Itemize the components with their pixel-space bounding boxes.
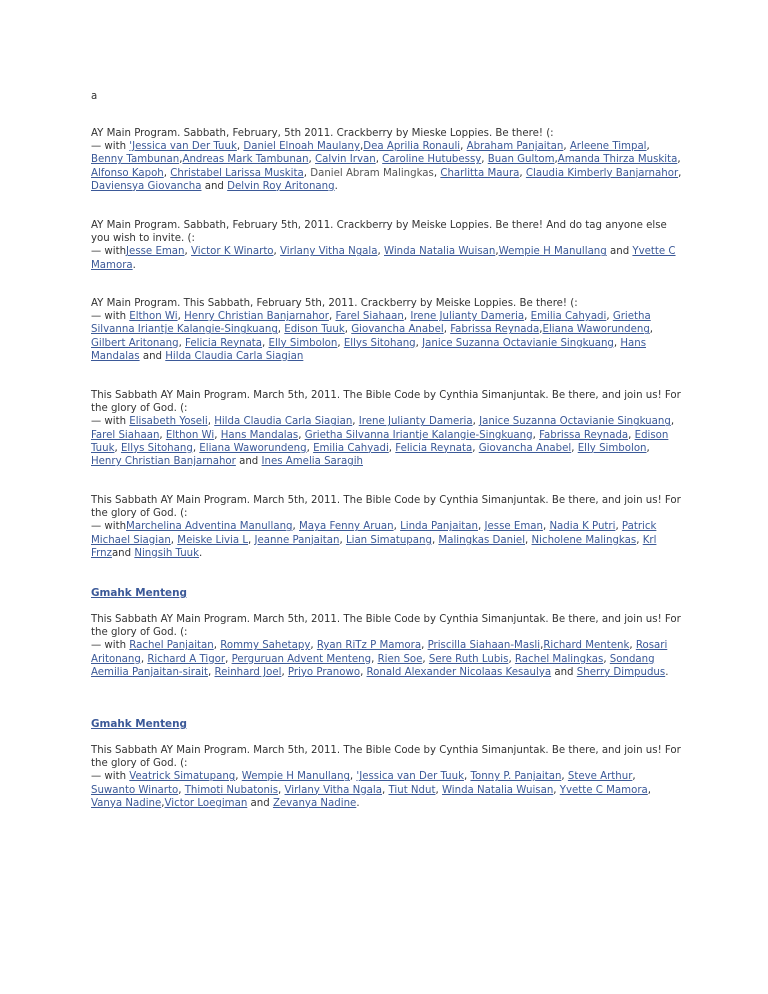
separator: , (670, 416, 675, 428)
separator: , (433, 167, 441, 179)
tag-line (91, 310, 683, 363)
separator: , (292, 521, 299, 533)
separator: , (163, 167, 171, 179)
separator: , (519, 167, 526, 179)
tagged-person-link[interactable]: Daniel Elnoah Maulany (243, 141, 361, 153)
separator: , (464, 771, 471, 783)
separator: , (273, 246, 281, 258)
tagged-person-link[interactable]: Ningsih Tuuk (134, 547, 200, 559)
separator: , (525, 534, 532, 546)
separator: , (248, 534, 255, 546)
tagged-person-link[interactable]: Farel Siahaan (335, 311, 404, 323)
separator: , (360, 666, 367, 678)
tagged-person-link[interactable]: Benny Tambunan (91, 154, 180, 166)
group-title-link[interactable]: Gmahk Menteng (91, 718, 187, 730)
tagged-person-link[interactable]: 'Jessica van Der Tuuk (356, 771, 464, 783)
tagged-person-link[interactable]: Ellys Sitohang (343, 337, 416, 349)
tagged-person-link[interactable]: Hans Mandalas (220, 429, 299, 441)
tagged-person-link[interactable]: Charlitta Maura (440, 167, 520, 179)
tagged-person-link[interactable]: Suwanto Winarto (91, 784, 179, 796)
separator: , (628, 429, 635, 441)
tagged-person-link[interactable]: Virlany Vitha Ngala (284, 784, 383, 796)
separator: , (262, 337, 269, 349)
separator: , (554, 154, 558, 166)
separator: , (632, 771, 636, 783)
tagged-person-link[interactable]: Sondang Aemilia Panjaitan-sirait (91, 653, 655, 678)
separator: , (308, 154, 316, 166)
separator: , (677, 154, 681, 166)
separator: , (403, 311, 411, 323)
separator: , (508, 653, 515, 665)
tagged-person-link[interactable]: Grietha Silvanna Iriantje Kalangie-Singkuang (304, 429, 533, 441)
post-7 (91, 744, 683, 810)
tagged-person-link[interactable]: Reinhard Joel (214, 666, 282, 678)
tag-line (91, 520, 683, 560)
separator: , (443, 324, 451, 336)
separator: , (214, 429, 221, 441)
post-text: AY Main Program. This Sabbath, February 5th, 2011. Crackberry by Meiske Loppies. Be there! (: (91, 298, 578, 309)
tagged-person-link[interactable]: Thimoti Nubatonis (184, 784, 279, 796)
post-2 (91, 219, 683, 272)
separator: , (170, 534, 178, 546)
tagged-person-link[interactable]: Ronald Alexander Nicolaas Kesaulya (366, 666, 552, 678)
separator: and (247, 797, 273, 809)
separator: , (178, 337, 186, 349)
separator: , (542, 521, 550, 533)
separator: , (532, 429, 540, 441)
separator: , (415, 337, 423, 349)
tagged-person-link[interactable]: Henry Christian Banjarnahor (184, 311, 329, 323)
group-title-link[interactable]: Gmahk Menteng (91, 587, 187, 599)
separator: , (472, 442, 479, 454)
tagged-person-link[interactable]: Elthon Wi (129, 311, 178, 323)
tagged-person-link[interactable]: Alfonso Kapoh (91, 167, 164, 179)
tagged-person-link[interactable]: Rachel Malingkas (514, 653, 604, 665)
separator: , (678, 167, 682, 179)
separator: , (540, 640, 544, 652)
separator: , (563, 141, 570, 153)
separator: , (647, 784, 652, 796)
separator: , (235, 771, 242, 783)
separator: , (225, 653, 232, 665)
tagged-person-link[interactable]: Maya Fenny Aruan (299, 521, 394, 533)
tagged-person-link[interactable]: Calvin Irvan (315, 154, 376, 166)
tagged-person-link[interactable]: Fabrissa Reynada (450, 324, 540, 336)
separator: , (159, 429, 166, 441)
post-text: This Sabbath AY Main Program. March 5th, 2011. The Bible Code by Cynthia Simanjuntak. Be there, and join us! For the glory of God. (: (91, 495, 681, 520)
tagged-person-link[interactable]: 'Jessica van Der Tuuk (129, 141, 237, 153)
separator: , (435, 784, 442, 796)
tag-line (91, 245, 683, 271)
separator: , (306, 442, 314, 454)
tagged-person-link[interactable]: Virlany Vitha Ngala (280, 246, 378, 258)
separator: and (606, 246, 633, 258)
with-label: — with (91, 311, 130, 323)
tagged-person-link[interactable]: Abraham Panjaitan (466, 141, 564, 153)
separator: , (375, 154, 383, 166)
tagged-person-link[interactable]: Irene Julianty Dameria (358, 416, 473, 428)
separator: , (422, 653, 429, 665)
separator: . (334, 180, 338, 192)
post-1 (91, 127, 683, 193)
with-label: — with (91, 640, 130, 652)
separator: , (192, 442, 200, 454)
with-label: — with (91, 246, 127, 258)
separator: , (281, 666, 288, 678)
tagged-person-link[interactable]: Felicia Reynata (185, 337, 263, 349)
tagged-person-link[interactable]: Henry Christian Banjarnahor (91, 456, 236, 468)
with-label: — with (91, 771, 130, 783)
separator: , (606, 311, 613, 323)
tagged-person-link[interactable]: Irene Julianty Dameria (410, 311, 525, 323)
separator: , (646, 442, 650, 454)
separator: , (178, 784, 185, 796)
tagged-person-link[interactable]: Yvette C Mamora (91, 246, 676, 271)
post-4 (91, 389, 683, 468)
tag-line (91, 770, 683, 810)
separator: , (571, 442, 578, 454)
post-text: This Sabbath AY Main Program. March 5th, 2011. The Bible Code by Cynthia Simanjuntak. Be there, and join us! For the glory of God. (: (91, 745, 681, 770)
separator: , (636, 534, 643, 546)
tagged-person-link[interactable]: Gilbert Aritonang (91, 337, 179, 349)
tagged-person-link[interactable]: Dea Aprilia Ronauli (363, 141, 461, 153)
tagged-person-link[interactable]: Janice Suzanna Octavianie Singkuang (479, 416, 671, 428)
separator: , (561, 771, 568, 783)
tagged-person-link[interactable]: Lian Simatupang (345, 534, 432, 546)
separator: , (421, 640, 428, 652)
separator: , (303, 167, 311, 179)
tagged-person-link[interactable]: Elly Simbolon (268, 337, 338, 349)
separator: , (339, 534, 346, 546)
separator: , (208, 666, 215, 678)
tag-line (91, 140, 683, 193)
separator: , (481, 154, 488, 166)
tagged-person-link[interactable]: Yvette C Mamora (559, 784, 648, 796)
tagged-person-link[interactable]: Veatrick Simatupang (129, 771, 236, 783)
separator: , (371, 653, 378, 665)
tagged-person-link[interactable]: Rachel Panjaitan (129, 640, 214, 652)
separator: . (665, 666, 669, 678)
tagged-person-link[interactable]: Perguruan Advent Menteng (231, 653, 372, 665)
separator: , (646, 141, 650, 153)
separator: , (524, 311, 531, 323)
separator: , (649, 324, 654, 336)
post-text: AY Main Program. Sabbath, February 5th, 2011. Crackberry by Meiske Loppies. Be there! And do tag anyone else you wish to invite. (: (91, 220, 667, 245)
tagged-person-link[interactable]: Patrick Michael Siagian (91, 521, 657, 546)
separator: , (184, 246, 191, 258)
separator: , (352, 416, 359, 428)
tagged-person-link[interactable]: Rosari Aritonang (91, 640, 668, 665)
post-text: AY Main Program. Sabbath, February, 5th 2011. Crackberry by Mieske Loppies. Be there! (: (91, 128, 554, 139)
separator: and (139, 350, 166, 362)
tagged-person-link[interactable]: Emilia Cahyadi (530, 311, 607, 323)
tagged-person-link[interactable]: Nicholene Malingkas (531, 534, 637, 546)
tagged-person-link[interactable]: Sere Ruth Lubis (428, 653, 509, 665)
post-3 (91, 297, 683, 363)
tagged-person-link[interactable]: Richard A Tigor (147, 653, 226, 665)
tag-line (91, 639, 683, 679)
tagged-person-link[interactable]: Giovancha Anabel (351, 324, 444, 336)
separator: , (377, 246, 384, 258)
tagged-person-link[interactable]: Vanya Nadine (91, 797, 162, 809)
lead-text: a (91, 91, 98, 102)
tagged-person-link[interactable]: Hilda Claudia Carla Siagian (214, 416, 353, 428)
separator: , (328, 311, 336, 323)
separator: . (356, 797, 360, 809)
tagged-person-link[interactable]: Elisabeth Yoseli (129, 416, 208, 428)
separator: , (431, 534, 439, 546)
separator: , (278, 784, 285, 796)
separator: , (298, 429, 305, 441)
separator: , (179, 154, 183, 166)
separator: , (177, 311, 185, 323)
with-label: — with (91, 521, 127, 533)
with-label: — with (91, 141, 130, 153)
tagged-person-link[interactable]: Eliana Waworundeng (199, 442, 307, 454)
tagged-person-link[interactable]: Emilia Cahyadi (313, 442, 389, 454)
separator: , (310, 640, 317, 652)
separator: , (344, 324, 352, 336)
separator: , (388, 442, 396, 454)
tagged-person-link[interactable]: Christabel Larissa Muskita (170, 167, 304, 179)
tagged-person-link[interactable]: Janice Suzanna Octavianie Singkuang (422, 337, 614, 349)
separator: , (615, 521, 622, 533)
separator: , (213, 640, 221, 652)
post-text: This Sabbath AY Main Program. March 5th, 2011. The Bible Code by Cynthia Simanjuntak. Be there, and join us! For the glory of God. (: (91, 614, 681, 639)
post-5 (91, 494, 683, 560)
separator: , (349, 771, 357, 783)
post-text: This Sabbath AY Main Program. March 5th, 2011. The Bible Code by Cynthia Simanjuntak. Be there, and join us! For the glory of God. (: (91, 390, 681, 415)
separator: , (337, 337, 344, 349)
separator: , (613, 337, 621, 349)
tagged-person-link[interactable]: Tiut Ndut (388, 784, 436, 796)
separator: , (478, 521, 485, 533)
separator: , (495, 246, 499, 258)
tagged-person-link[interactable]: Ellys Sitohang (120, 442, 193, 454)
tagged-person-link[interactable]: Eliana Waworundeng (542, 324, 650, 336)
tagged-person-link[interactable]: Jesse Eman (126, 246, 185, 258)
tagged-person-link[interactable]: Marchelina Adventina Manullang (126, 521, 293, 533)
separator: , (603, 653, 610, 665)
tagged-person-link[interactable]: Ryan RiTz P Mamora (316, 640, 422, 652)
tagged-person-link[interactable]: Victor K Winarto (191, 246, 274, 258)
tagged-person-link[interactable]: Priyo Pranowo (287, 666, 361, 678)
tagged-person-link[interactable]: Wempie H Manullang (241, 771, 350, 783)
separator: , (140, 653, 148, 665)
tagged-person-link[interactable]: Sherry Dimpudus (576, 666, 666, 678)
tagged-person-link[interactable]: Giovancha Anabel (478, 442, 572, 454)
tagged-person-link[interactable]: Linda Panjaitan (400, 521, 478, 533)
separator: and (235, 456, 262, 468)
tagged-person-link[interactable]: Winda Natalia Wuisan (384, 246, 496, 258)
tagged-person-link[interactable]: Priscilla Siahaan-Masli (427, 640, 541, 652)
tagged-person-link[interactable]: Claudia Kimberly Banjarnahor (525, 167, 679, 179)
tagged-person-link[interactable]: Meiske Livia L (177, 534, 249, 546)
separator: , (539, 324, 543, 336)
tagged-person-link[interactable]: Winda Natalia Wuisan (441, 784, 554, 796)
with-label: — with (91, 416, 130, 428)
tagged-person-link[interactable]: Krl Frnz (91, 534, 657, 559)
tagged-person-link[interactable]: Farel Siahaan (91, 429, 160, 441)
tagged-person-link[interactable]: Victor Loegiman (164, 797, 248, 809)
tagged-person-link[interactable]: Delvin Roy Aritonang (227, 180, 335, 192)
tagged-person-link[interactable]: Daviensya Giovancha (91, 180, 202, 192)
tagged-person-link[interactable]: Jeanne Panjaitan (254, 534, 340, 546)
separator: , (553, 784, 560, 796)
separator: , (629, 640, 636, 652)
tagged-person-link[interactable]: Rien Soe (377, 653, 423, 665)
tagged-person-link[interactable]: Caroline Hutubessy (382, 154, 482, 166)
tagged-person-text: Daniel Abram Malingkas (310, 167, 434, 179)
separator: , (207, 416, 215, 428)
separator: , (360, 141, 364, 153)
tag-line (91, 415, 683, 468)
tagged-person-link[interactable]: Ines Amelia Saragih (261, 456, 363, 468)
tagged-person-link[interactable]: Fabrissa Reynada (539, 429, 629, 441)
separator: , (161, 797, 165, 809)
tagged-person-link[interactable]: Wempie H Manullang (498, 246, 607, 258)
post-6 (91, 613, 683, 679)
tagged-person-link[interactable]: Hilda Claudia Carla Siagian (165, 350, 304, 362)
tagged-person-link[interactable]: Edison Tuuk (91, 429, 669, 454)
tagged-person-link[interactable]: Felicia Reynata (395, 442, 473, 454)
tagged-person-link[interactable]: Elthon Wi (165, 429, 215, 441)
tagged-person-link[interactable]: Grietha Silvanna Iriantje Kalangie-Singkuang (91, 311, 651, 336)
separator: , (460, 141, 467, 153)
tagged-person-link[interactable]: Buan Gultom (487, 154, 555, 166)
tagged-person-link[interactable]: Hans Mandalas (91, 337, 647, 362)
tagged-person-link[interactable]: Jesse Eman (484, 521, 543, 533)
separator: , (236, 141, 244, 153)
separator: , (472, 416, 480, 428)
tagged-person-link[interactable]: Tonny P. Panjaitan (470, 771, 562, 783)
separator: , (393, 521, 401, 533)
separator: and (551, 666, 577, 678)
tagged-person-link[interactable]: Rommy Sahetapy (220, 640, 311, 652)
tagged-person-link[interactable]: Nadia K Putri (549, 521, 616, 533)
tagged-person-link[interactable]: Edison Tuuk (284, 324, 345, 336)
tagged-person-link[interactable]: Zevanya Nadine (272, 797, 357, 809)
tagged-person-link[interactable]: Arleene Timpal (569, 141, 647, 153)
tagged-person-link[interactable]: Elly Simbolon (577, 442, 647, 454)
separator: , (114, 442, 121, 454)
tagged-person-link[interactable]: Andreas Mark Tambunan (182, 154, 309, 166)
separator: , (277, 324, 285, 336)
separator: . (132, 259, 136, 271)
tagged-person-link[interactable]: Steve Arthur (567, 771, 633, 783)
tagged-person-link[interactable]: Richard Mentenk (543, 640, 630, 652)
tagged-person-link[interactable]: Amanda Thirza Muskita (557, 154, 678, 166)
separator: and (111, 547, 135, 559)
separator: and (201, 180, 228, 192)
separator: , (382, 784, 389, 796)
separator: . (199, 547, 203, 559)
tagged-person-link[interactable]: Malingkas Daniel (438, 534, 526, 546)
